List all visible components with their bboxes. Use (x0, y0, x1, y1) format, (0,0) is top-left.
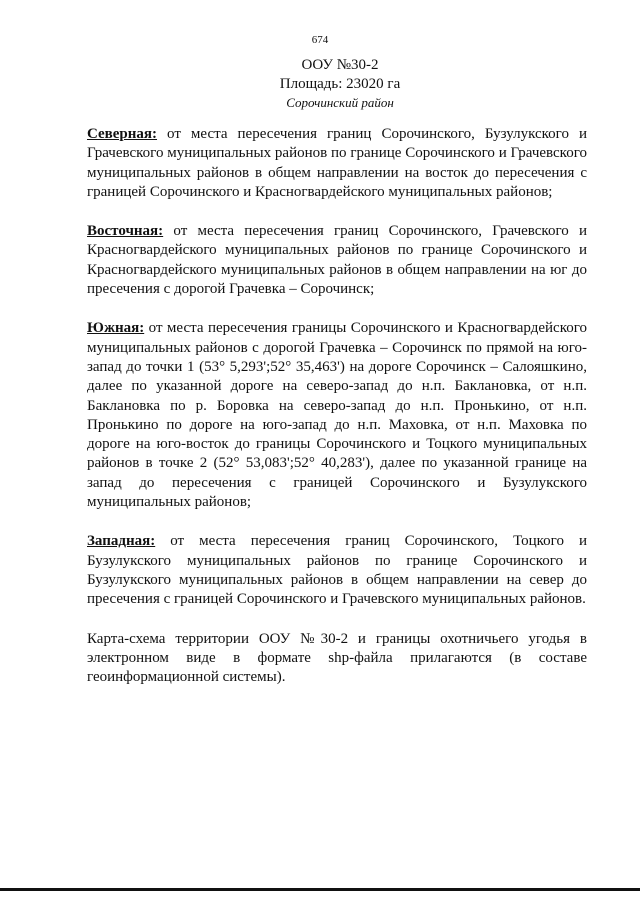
area-line: Площадь: 23020 га (279, 76, 401, 92)
west-boundary-label: Западная: (87, 533, 156, 550)
west-boundary (87, 532, 587, 609)
west-boundary-text: от места пересечения границ Сорочинского, Тоцкого и Бузулукского муниципальных районов по границе Сорочинского и Бузулукского муниципальных районов в общем направлении на север до пресечения с границей Сорочинского и Грачевского муниципальных районов. (87, 533, 587, 608)
district-name: Сорочинский район (286, 95, 394, 110)
east-boundary (87, 222, 587, 299)
bottom-rule (0, 888, 640, 891)
north-boundary-text: от места пересечения границ Сорочинского, Бузулукского и Грачевского муниципальных районов по границе Сорочинского и Грачевского муниципальных районов в общем направлении на восток до пересечения с границей Сорочинского и Красногвардейского муниципальных районов; (87, 126, 587, 200)
south-boundary-label: Южная: (87, 320, 145, 337)
south-boundary-text: от места пересечения границы Сорочинского и Красногвардейского муниципальных районов с дорогой Грачевка – Сорочинск по прямой на юго-запад до точки 1 (53° 5,293';52° 35,463') на дороге Сорочинск – Салояшкино, далее по указанной дороге на северо-запад до н.п. Баклановка, от н.п. Баклановка по р. Боровка на северо-запад до н.п. Пронькино, от н.п. Пронькино по дороге на юго-запад до н.п. Маховка, от н.п. Маховка по дороге на юго-восток до границы Сорочинского и Тоцкого муниципальных районов в точке 2 (52° 53,083';52° 40,283'), далее по указанной границе на запад до пересечения с границей Сорочинского и Бузулукского муниципальных районов; (87, 320, 587, 511)
east-boundary-text: от места пересечения границ Сорочинского, Грачевского и Красногвардейского муниципальных районов по границе Сорочинского и Красногвардейского муниципальных районов в общем направлении на юг до пресечения с дорогой Грачевка – Сорочинск; (87, 223, 587, 298)
document-body (87, 125, 587, 707)
document-header (0, 56, 640, 111)
north-boundary (87, 125, 587, 202)
map-note: Карта-схема территории ООУ №30-2 и границы охотничьего угодья в электронном виде в формате shp-файла прилагаются (в составе геоинформационной системы). (87, 630, 587, 686)
document-title: ООУ №30-2 (301, 57, 379, 73)
east-boundary-label: Восточная: (87, 223, 164, 240)
south-boundary (87, 319, 587, 512)
north-boundary-label: Северная: (87, 126, 158, 142)
page-number: 674 (311, 34, 329, 46)
